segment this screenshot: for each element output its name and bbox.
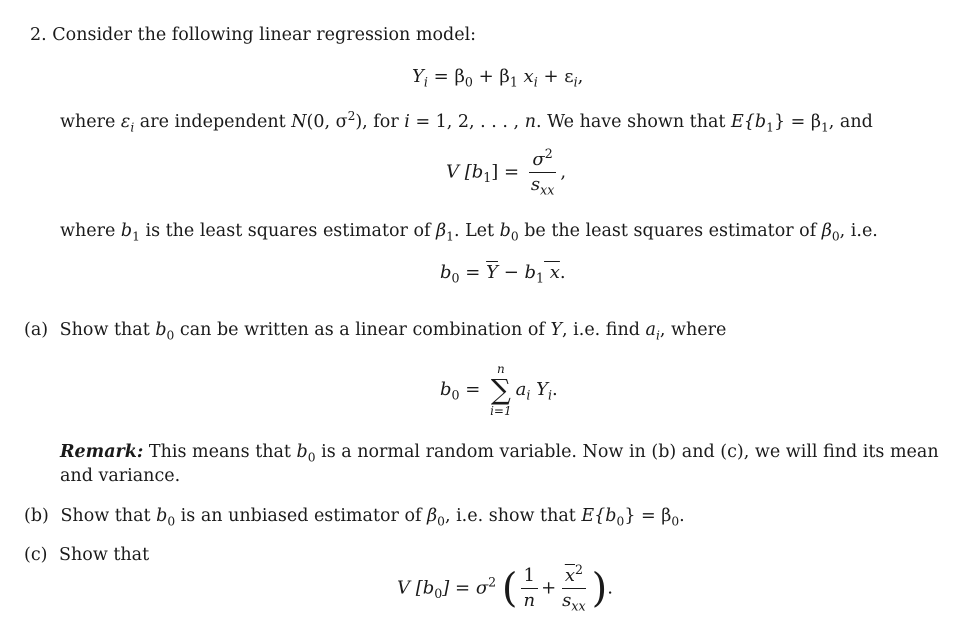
vb0-fraction-2 — [559, 562, 588, 614]
part-b-E: E — [581, 506, 595, 526]
sumeq-Y-sub: i — [548, 387, 553, 403]
vb0-f2-den: s — [562, 590, 572, 611]
ls-t1: where — [60, 221, 121, 241]
part-b-beta0-sub: 0 — [671, 514, 680, 529]
sumeq-end: . — [552, 379, 558, 400]
vb0-plus: + — [541, 577, 557, 599]
assump-t3: ), for — [355, 112, 405, 132]
b0eq-Ybar: $\overline{Y}$ — [486, 262, 498, 283]
part-b-b-sub: 0 — [167, 514, 176, 529]
vb1-lhs-end: ] = — [491, 161, 520, 183]
eq-beta0: = β — [427, 66, 465, 87]
part-b-beta-sub: 0 — [437, 514, 445, 529]
problem-header — [30, 24, 476, 46]
vb0-end: . — [607, 577, 613, 599]
ls-beta0-sub: 0 — [831, 229, 840, 244]
part-a-a: a — [645, 320, 656, 340]
remark-line-1 — [60, 441, 939, 463]
least-squares-line — [60, 220, 878, 242]
vb0-lhs: V [b — [397, 577, 435, 599]
vb0-lparen: ( — [501, 565, 518, 612]
sum-sigma: ∑ — [490, 373, 511, 406]
sumeq-a: a — [515, 379, 527, 400]
vb1-num: σ — [532, 149, 545, 170]
part-b-t3: , i.e. show that — [444, 506, 582, 526]
b0eq-minus: − b — [497, 262, 537, 283]
assump-n: n — [524, 112, 536, 132]
sumeq-eq: = — [459, 379, 481, 400]
ls-b0: b — [499, 221, 511, 241]
part-b-t4: {b — [594, 506, 617, 526]
remark-b-sub: 0 — [307, 450, 316, 465]
part-b-t5: } = β — [624, 506, 672, 526]
eq-eps-sub: i — [573, 74, 578, 90]
vb1-end: , — [560, 161, 567, 183]
part-a-t4: , where — [659, 320, 727, 340]
part-b-t2: is an unbiased estimator of — [175, 506, 428, 526]
remark-line-2 — [60, 465, 180, 487]
b0eq-b1-sub: 1 — [536, 270, 545, 286]
remark-b: b — [296, 442, 308, 462]
remark-t2: is a normal random variable. Now in (b) and (c), we will find its mean — [315, 442, 939, 462]
ls-t4: be the least squares estimator of — [518, 221, 822, 241]
eq-x-sub: i — [533, 74, 538, 90]
b0eq-b: b — [440, 262, 452, 283]
part-b-beta: β — [427, 506, 438, 526]
sum-upper: n — [496, 362, 505, 376]
b0eq-end: . — [559, 262, 566, 283]
model-equation — [412, 66, 584, 90]
eq-Y-sub: i — [423, 74, 428, 90]
ls-beta-sub: 1 — [446, 229, 454, 244]
eq-beta1-sub: 1 — [509, 74, 518, 90]
b0-equation — [440, 262, 566, 286]
part-b-b: b — [156, 506, 168, 526]
assump-eps: ε — [120, 112, 131, 132]
ls-beta: β — [436, 221, 447, 241]
ls-t3: . Let — [453, 221, 500, 241]
part-c-label: (c) — [24, 545, 48, 565]
part-a-b-sub: 0 — [166, 328, 175, 343]
eq-beta0-sub: 0 — [464, 74, 473, 90]
eq-beta1: + β — [472, 66, 510, 87]
sumeq-Y: Y — [530, 379, 548, 400]
ls-t2: is the least squares estimator of — [139, 221, 437, 241]
vb1-fraction — [528, 146, 557, 198]
assump-N: N — [291, 112, 307, 132]
part-c-t1: Show that — [59, 545, 150, 565]
part-a-b: b — [155, 320, 167, 340]
problem-intro: Consider the following linear regression model: — [52, 25, 477, 45]
assump-t4: = 1, 2, . . . , — [409, 112, 525, 132]
sumeq-b-sub: 0 — [451, 387, 460, 403]
assump-t6: {b — [743, 112, 767, 132]
problem-number: 2. — [30, 25, 47, 45]
sumeq-b: b — [440, 379, 452, 400]
assump-b1-sub: 1 — [766, 120, 774, 135]
assump-t2: are independent — [134, 112, 292, 132]
part-a — [24, 319, 726, 341]
eq-comma: , — [577, 66, 584, 87]
eq-eps: + ε — [537, 66, 574, 87]
assump-beta1-sub: 1 — [820, 120, 829, 135]
vb1-num-sup: 2 — [544, 146, 553, 161]
assump-eps-sub: i — [130, 120, 135, 135]
vb1-den-sub: xx — [540, 182, 555, 198]
vb1-den: s — [530, 174, 541, 195]
vb1-lhs: V [b — [446, 161, 484, 183]
assump-t7: } = β — [773, 112, 821, 132]
assump-t5: . We have shown that — [535, 112, 732, 132]
b0eq-xbar: x — [544, 262, 560, 283]
eq-x: x — [517, 66, 534, 87]
vb0-f1-num: 1 — [521, 566, 538, 589]
vb0-rparen: ) — [591, 565, 608, 612]
remark-t1: This means that — [143, 442, 297, 462]
sum-lower: i=1 — [490, 404, 512, 418]
sumeq-a-sub: i — [526, 387, 531, 403]
variance-b0-equation — [397, 562, 613, 614]
assump-i: i — [404, 112, 410, 132]
vb1-lhs-sub: 1 — [483, 170, 492, 186]
b0eq-b-sub: 0 — [451, 270, 460, 286]
part-c — [24, 544, 149, 566]
part-b — [24, 505, 685, 527]
ls-b0-sub: 0 — [510, 229, 519, 244]
part-b-b0-sub: 0 — [616, 514, 625, 529]
sum-equation — [440, 362, 558, 418]
b0eq-eq: = — [459, 262, 487, 283]
remark-label: Remark: — [60, 442, 144, 462]
vb0-fraction-1 — [520, 566, 538, 611]
assump-sq: 2 — [347, 109, 356, 124]
ls-b-sub: 1 — [132, 229, 140, 244]
assump-t8: , and — [828, 112, 873, 132]
assumption-line — [60, 111, 873, 133]
vb0-f2-num: $\overline{x}$ — [564, 565, 575, 586]
vb0-f2-den-sub: xx — [571, 598, 586, 614]
vb0-f1-den: n — [523, 590, 536, 611]
part-a-label: (a) — [24, 320, 49, 340]
assump-t1: where — [60, 112, 121, 132]
vb0-lhs-end: ] = σ — [442, 577, 489, 599]
summation-symbol — [490, 362, 512, 418]
vb0-f2-sup: 2 — [574, 562, 583, 577]
ls-t5: , i.e. — [839, 221, 878, 241]
ls-b: b — [120, 221, 133, 241]
part-a-a-sub: i — [655, 328, 660, 343]
part-a-t3: , i.e. find — [562, 320, 646, 340]
vb0-lhs-sub: 0 — [434, 586, 443, 602]
ls-beta0: β — [821, 221, 832, 241]
part-a-t2: can be written as a linear combination of — [174, 320, 551, 340]
part-a-Y: Y — [550, 320, 563, 340]
eq-Y: Y — [412, 66, 424, 87]
remark-t3: and variance. — [60, 466, 181, 486]
part-b-label: (b) — [24, 506, 49, 526]
assump-dist: (0, σ — [306, 112, 348, 132]
assump-E: E — [731, 112, 744, 132]
variance-b1-equation — [446, 146, 567, 198]
part-b-t6: . — [679, 506, 685, 526]
part-a-t1: Show that — [59, 320, 156, 340]
part-b-t1: Show that — [60, 506, 157, 526]
vb0-sq: 2 — [488, 574, 497, 590]
